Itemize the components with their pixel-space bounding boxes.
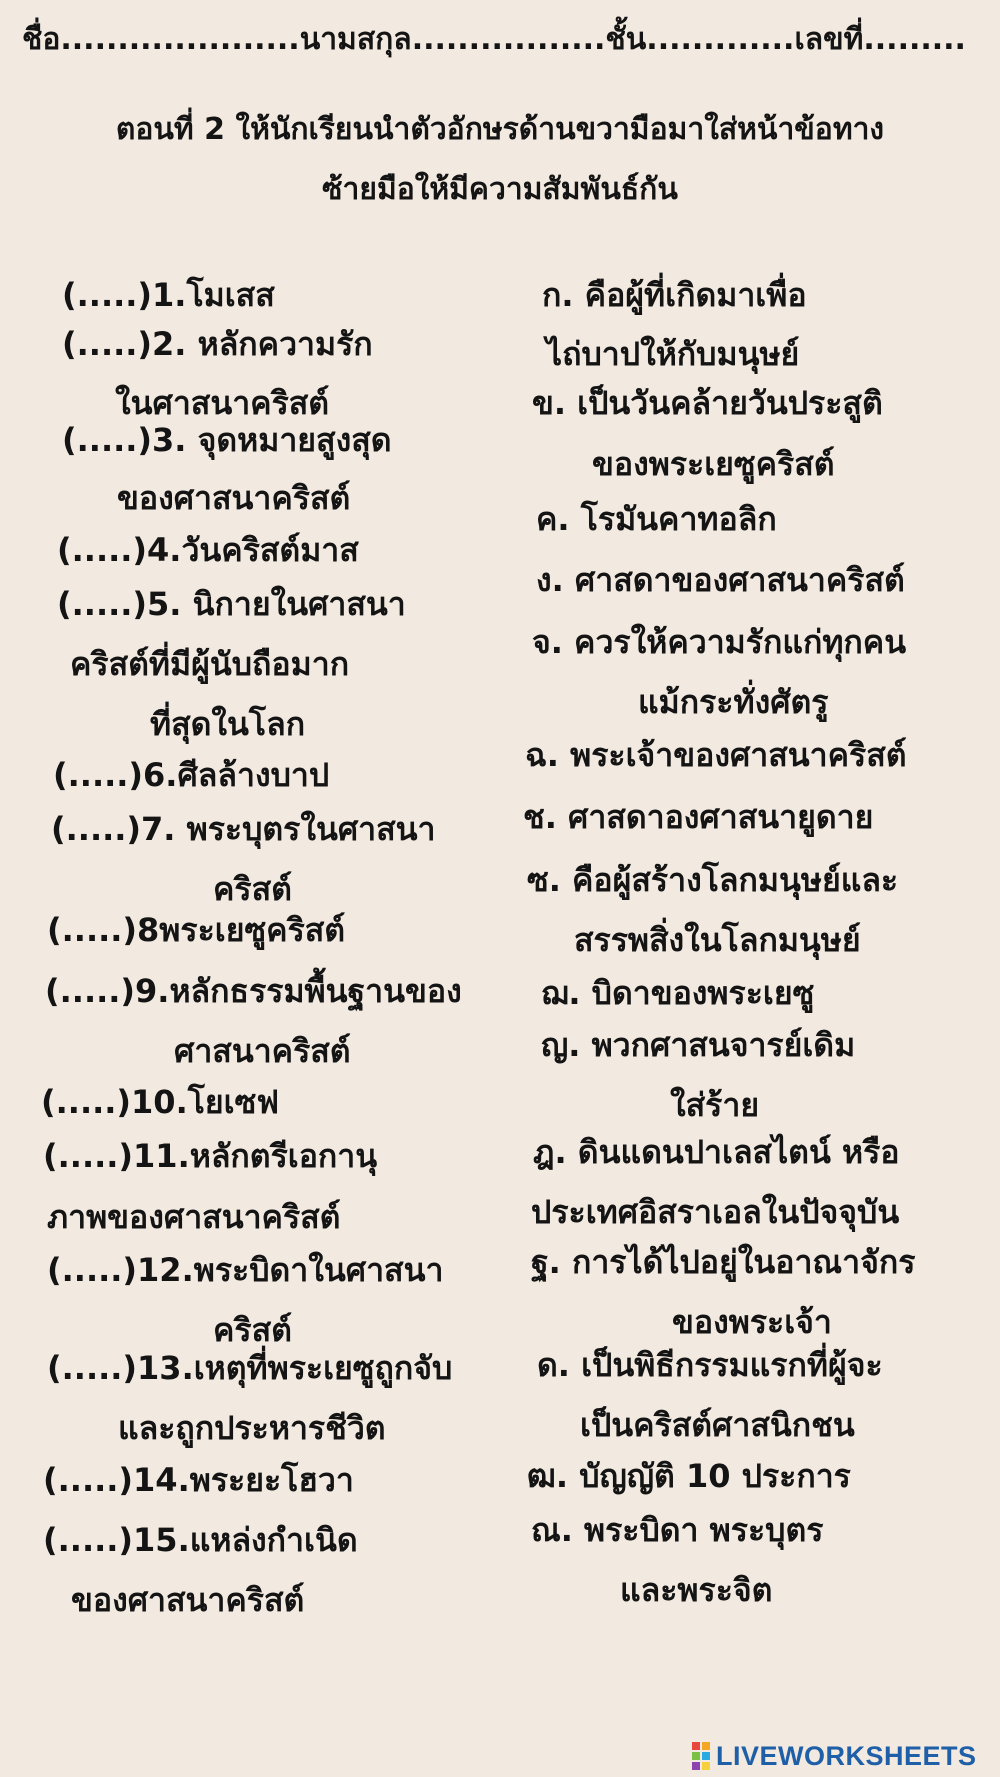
logo-mark-icon — [692, 1742, 710, 1770]
question-3 — [62, 418, 392, 462]
instruction-line-1: ตอนที่ 2 ให้นักเรียนนำตัวอักษรด้านขวามือมาใส่หน้าข้อทาง — [115, 112, 885, 147]
question-text: 8พระเยซูคริสต์ — [137, 911, 346, 949]
option-kho-khwai: ค. โรมันคาทอลิก — [536, 500, 777, 538]
answer-blank[interactable]: (.....) — [53, 756, 144, 794]
question-11-line-2: ภาพของศาสนาคริสต์ — [47, 1198, 341, 1236]
option-chi: ฉ. พระเจ้าของศาสนาคริสต์ — [525, 736, 907, 774]
option-tho-phu-thao: ฒ. บัญญัติ 10 ประการ — [527, 1457, 851, 1495]
question-text: 14.พระยะโฮวา — [133, 1461, 354, 1499]
answer-blank[interactable]: (.....) — [43, 1521, 134, 1559]
question-4 — [57, 528, 359, 572]
question-2-line-2: ในศาสนาคริสต์ — [115, 384, 330, 422]
option-cho-line-2: แม้กระทั่งศัตรู — [638, 683, 829, 721]
question-text: 7. พระบุตรในศาสนา — [141, 810, 436, 848]
question-text: 12.พระบิดาในศาสนา — [137, 1251, 444, 1289]
option-cho-chang: ช. ศาสดาองศาสนายูดาย — [523, 798, 874, 836]
instruction-line-2: ซ้ายมือให้มีความสัมพันธ์กัน — [322, 172, 678, 207]
question-text: 13.เหตุที่พระเยซูถูกจับ — [137, 1349, 453, 1387]
question-text: 15.แหล่งกำเนิด — [133, 1521, 358, 1559]
answer-blank[interactable]: (.....) — [47, 1349, 138, 1387]
question-7-line-2: คริสต์ — [213, 870, 292, 908]
question-text: 11.หลักตรีเอกานุ — [133, 1137, 378, 1175]
question-text: 3. จุดหมายสูงสุด — [152, 421, 392, 459]
answer-blank[interactable]: (.....) — [41, 1083, 132, 1121]
question-text: 2. หลักความรัก — [152, 325, 373, 363]
option-do-dek-line-2: เป็นคริสต์ศาสนิกชน — [580, 1406, 855, 1444]
question-6 — [53, 753, 329, 797]
answer-blank[interactable]: (.....) — [62, 276, 153, 314]
option-no-nen: ณ. พระบิดา พระบุตร — [531, 1511, 824, 1549]
question-11 — [43, 1134, 377, 1178]
question-text: 5. นิกายในศาสนา — [147, 585, 406, 623]
question-5 — [57, 582, 406, 626]
question-5-line-2: คริสต์ที่มีผู้นับถือมาก — [70, 645, 350, 683]
option-do-chada-line-2: ประเทศอิสราเอลในปัจจุบัน — [531, 1193, 900, 1231]
question-5-line-3: ที่สุดในโลก — [150, 705, 306, 743]
option-no-nen-line-2: และพระจิต — [620, 1571, 773, 1609]
question-text: 1.โมเสส — [152, 276, 275, 314]
question-15 — [43, 1518, 358, 1562]
option-so-line-2: สรรพสิ่งในโลกมนุษย์ — [574, 921, 861, 959]
option-kho-line-2: ของพระเยซูคริสต์ — [592, 445, 835, 483]
question-12 — [47, 1248, 443, 1292]
answer-blank[interactable]: (.....) — [57, 531, 148, 569]
answer-blank[interactable]: (.....) — [62, 325, 153, 363]
question-14 — [43, 1458, 354, 1502]
question-13-line-2: และถูกประหารชีวิต — [118, 1409, 386, 1447]
option-do-dek: ด. เป็นพิธีกรรมแรกที่ผู้จะ — [537, 1346, 883, 1384]
answer-blank[interactable]: (.....) — [47, 1251, 138, 1289]
answer-blank[interactable]: (.....) — [57, 585, 148, 623]
question-10 — [41, 1080, 279, 1124]
instruction — [20, 100, 980, 220]
option-cho: จ. ควรให้ความรักแก่ทุกคน — [532, 623, 907, 661]
answer-blank[interactable]: (.....) — [62, 421, 153, 459]
option-ngo: ง. ศาสดาของศาสนาคริสต์ — [536, 561, 905, 599]
option-tho-than: ฐ. การได้ไปอยู่ในอาณาจักร — [531, 1243, 916, 1281]
student-info-line: ชื่อ.....................นามสกุล.................ชั้น.............เลขที่......... — [22, 22, 966, 57]
answer-blank[interactable]: (.....) — [43, 1461, 134, 1499]
question-12-line-2: คริสต์ — [213, 1311, 292, 1349]
option-yo: ญ. พวกศาสนจารย์เดิม — [541, 1026, 856, 1064]
question-9-line-2: ศาสนาคริสต์ — [174, 1032, 351, 1070]
question-1 — [62, 273, 275, 317]
liveworksheets-logo[interactable] — [692, 1740, 977, 1772]
option-ko: ก. คือผู้ที่เกิดมาเพื่อ — [542, 276, 807, 314]
question-7 — [51, 807, 436, 851]
question-text: 9.หลักธรรมพื้นฐานของ — [135, 972, 462, 1010]
question-15-line-2: ของศาสนาคริสต์ — [71, 1581, 305, 1619]
option-cho-choe: ฌ. บิดาของพระเยซู — [541, 974, 815, 1012]
option-do-chada: ฎ. ดินแดนปาเลสไตน์ หรือ — [533, 1133, 900, 1171]
logo-text: LIVEWORKSHEETS — [716, 1740, 977, 1771]
question-text: 4.วันคริสต์มาส — [147, 531, 359, 569]
question-13 — [47, 1346, 452, 1390]
question-9 — [45, 969, 462, 1013]
option-ko-line-2: ไถ่บาปให้กับมนุษย์ — [546, 335, 800, 373]
answer-blank[interactable]: (.....) — [51, 810, 142, 848]
option-so: ซ. คือผู้สร้างโลกมนุษย์และ — [527, 861, 899, 899]
question-8 — [47, 908, 345, 952]
question-text: 6.ศีลล้างบาป — [143, 756, 330, 794]
answer-blank[interactable]: (.....) — [45, 972, 136, 1010]
answer-blank[interactable]: (.....) — [43, 1137, 134, 1175]
question-text: 10.โยเซฟ — [131, 1083, 279, 1121]
question-3-line-2: ของศาสนาคริสต์ — [117, 479, 351, 517]
question-2 — [62, 322, 373, 366]
option-kho: ข. เป็นวันคล้ายวันประสูติ — [532, 384, 883, 422]
option-tho-than-line-2: ของพระเจ้า — [672, 1303, 832, 1341]
answer-blank[interactable]: (.....) — [47, 911, 138, 949]
option-yo-line-2: ใส่ร้าย — [670, 1086, 760, 1124]
